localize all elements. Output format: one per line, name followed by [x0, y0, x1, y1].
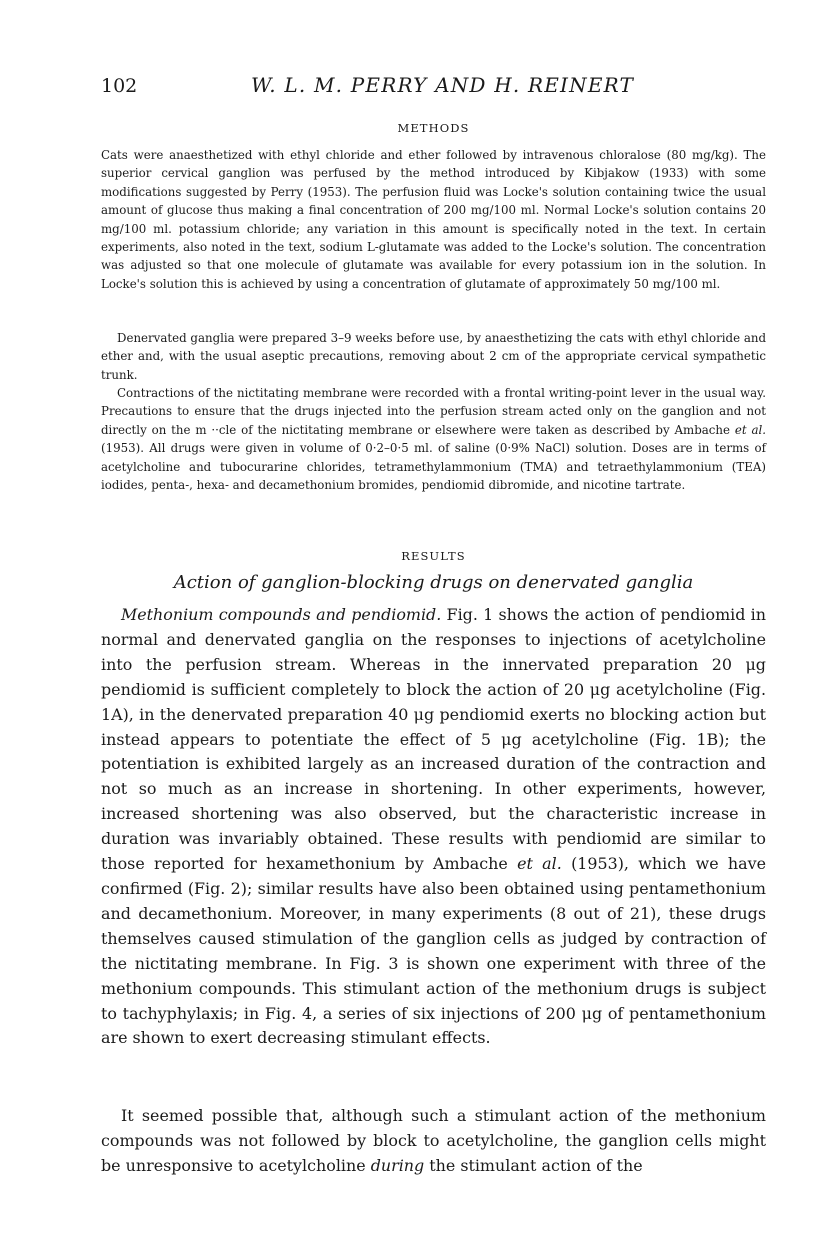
results-paragraph-2-text-a: It seemed possible that, although such a stimulant action of the methonium compounds was not followed by block to acetylcholine, the ganglion cells might be unresponsive to acetylcholine	[101, 1106, 766, 1175]
results-subheading: Action of ganglion-blocking drugs on denervated ganglia	[173, 572, 694, 593]
emphasis-during: during	[370, 1155, 425, 1175]
results-paragraph-2-text-b: the stimulant action of the	[424, 1155, 643, 1175]
running-head-authors: W. L. M. PERRY AND H. REINERT	[251, 73, 635, 97]
methods-paragraph-3	[101, 384, 766, 494]
citation-et-al: et al.	[517, 854, 562, 874]
results-paragraph-2	[101, 1104, 766, 1179]
citation-et-al: et al.	[734, 422, 767, 437]
page-number: 102	[101, 75, 138, 97]
running-head	[101, 73, 766, 101]
methods-paragraph-2: Denervated ganglia were prepared 3–9 weeks before use, by anaesthetizing the cats with ethyl chloride and ether and, with the usual aseptic precautions, removing about 2 cm of the appropriate cervical sympathetic trunk.	[101, 331, 766, 382]
methods-paragraph-1: Cats were anaesthetized with ethyl chloride and ether followed by intravenous chloralose (80 mg/kg). The superior cervical ganglion was perfused by the method introduced by Kibjakow (1933) with some modifications suggested by Perry (1953). The perfusion fluid was Locke's solution containing twice the usual amount of glucose thus making a final concentration of 200 mg/100 ml. Normal Locke's solution contains 20 mg/100 ml. potassium chloride; any variation in this amount is specifically noted in the text. In certain experiments, also noted in the text, sodium L-glutamate was added to the Locke's solution. The concentration was adjusted so that one molecule of glutamate was available for every potassium ion in the solution. In Locke's solution this is achieved by using a concentration of glutamate of approximately 50 mg/100 ml.	[101, 148, 766, 291]
methods-paragraph-3-text-a: Contractions of the nictitating membrane were recorded with a frontal writing-point lever in the usual way. Precautions to ensure that the drugs injected into the perfusion stream acted only on the ganglion and not directly on the m ··cle of the nictitating membrane or elsewhere were taken as described by Ambache	[101, 386, 766, 437]
methods-heading: METHODS	[397, 121, 470, 135]
results-paragraph-1-text-a: Fig. 1 shows the action of pendiomid in normal and denervated ganglia on the responses to injections of acetylcholine into the perfusion stream. Whereas in the innervated preparation 20 μg pendiomid is sufficient completely to block the action of 20 μg acetylcholine (Fig. 1A), in the denervated preparation 40 μg pendiomid exerts no blocking action but instead appears to potentiate the effect of 5 μg acetylcholine (Fig. 1B); the potentiation is exhibited largely as an increased duration of the contraction and not so much as an increase in shortening. In other experiments, however, increased shortening was also observed, but the characteristic increase in duration was invariably obtained. These results with pendiomid are similar to those reported for hexamethonium by Ambache	[101, 605, 766, 874]
methods-paragraph-3-text-b: (1953). All drugs were given in volume of 0·2–0·5 ml. of saline (0·9% NaCl) solution. Doses are in terms of acetylcholine and tubocurarine chlorides, tetramethylammonium (TMA) and tetraethylammonium (TEA) iodides, penta-, hexa- and decamethonium bromides, pendiomid dibromide, and nicotine tartrate.	[101, 441, 766, 493]
results-paragraph-1	[101, 603, 766, 1051]
results-paragraph-1-text-b: (1953), which we have confirmed (Fig. 2); similar results have also been obtained using pentamethonium and decamethonium. Moreover, in many experiments (8 out of 21), these drugs themselves caused stimulation of the ganglion cells as judged by contraction of the nictitating membrane. In Fig. 3 is shown one experiment with three of the methonium compounds. This stimulant action of the methonium drugs is subject to tachyphylaxis; in Fig. 4, a series of six injections of 200 μg of pentamethonium are shown to exert decreasing stimulant effects.	[101, 854, 767, 1048]
results-heading: RESULTS	[401, 549, 466, 563]
paragraph-lead-in: Methonium compounds and pendiomid.	[121, 605, 442, 624]
